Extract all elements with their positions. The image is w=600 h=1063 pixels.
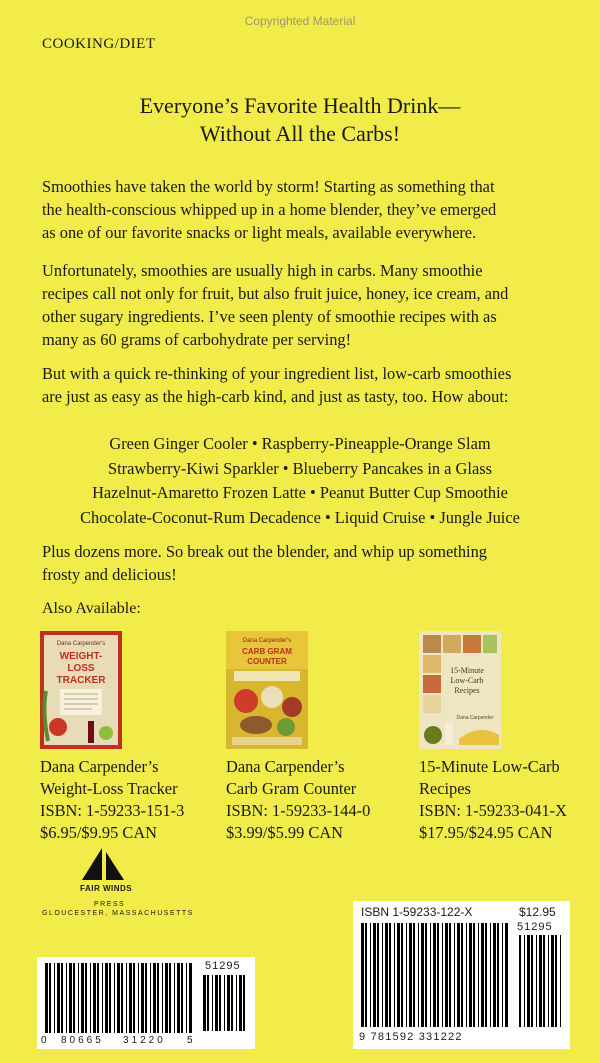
book-title-line: Dana Carpender’s — [40, 757, 159, 776]
book-price: $3.99/$5.99 CAN — [226, 823, 344, 842]
barcode-isbn: ISBN 1-59233-122-X — [361, 905, 473, 919]
text-line: other sugary ingredients. I’ve seen plenty of smoothie recipes with as — [42, 307, 497, 326]
svg-text:Recipes: Recipes — [454, 686, 480, 695]
barcode-digit: 31220 — [123, 1035, 166, 1046]
book-title-line: Dana Carpender’s — [226, 757, 345, 776]
svg-text:LOSS: LOSS — [67, 663, 95, 674]
svg-text:15-Minute: 15-Minute — [450, 666, 484, 675]
barcode-addon-bars — [517, 935, 565, 1027]
svg-text:CARB GRAM: CARB GRAM — [242, 647, 292, 656]
category-label: COOKING/DIET — [42, 36, 156, 52]
publisher-city: GLOUCESTER, MASSACHUSETTS — [42, 910, 194, 917]
headline-line: Without All the Carbs! — [199, 121, 401, 146]
book-cover-carb-gram-counter — [226, 631, 308, 749]
book-title-line: Recipes — [419, 779, 471, 798]
book-title-line: 15-Minute Low-Carb — [419, 757, 560, 776]
svg-text:WEIGHT-: WEIGHT- — [59, 651, 103, 662]
barcode-digit: 5 — [187, 1035, 193, 1046]
text-line: the health-conscious whipped up in a home blender, they’ve emerged — [42, 200, 497, 219]
paragraph-intro — [42, 175, 577, 244]
book-price: $17.95/$24.95 CAN — [419, 823, 553, 842]
sailboat-icon — [62, 846, 182, 882]
svg-text:TRACKER: TRACKER — [56, 675, 106, 686]
paragraph-carbs — [42, 259, 577, 351]
barcode-bars — [359, 923, 511, 1027]
paragraph-closing — [42, 540, 577, 586]
barcode-addon-number: 51295 — [517, 921, 553, 933]
svg-text:Dana Carpender: Dana Carpender — [456, 715, 494, 721]
book-title-line: Weight-Loss Tracker — [40, 779, 178, 798]
barcode-digit: 0 — [41, 1035, 47, 1046]
book-info-carb-gram-counter — [226, 756, 406, 844]
book-isbn: ISBN: 1-59233-041-X — [419, 801, 567, 820]
upc-barcode — [37, 957, 255, 1049]
book-cover-15-minute-recipes — [419, 631, 501, 749]
book-isbn: ISBN: 1-59233-151-3 — [40, 801, 185, 820]
barcode-price: $12.95 — [519, 905, 556, 919]
text-line: as one of our favorite snacks or light meals, available everywhere. — [42, 223, 477, 242]
text-line: But with a quick re-thinking of your ingredient list, low-carb smoothies — [42, 364, 512, 383]
book-info-15-minute-recipes — [419, 756, 599, 844]
text-line: Plus dozens more. So break out the blender, and whip up something — [42, 542, 488, 561]
book-isbn: ISBN: 1-59233-144-0 — [226, 801, 371, 820]
recipe-line: Strawberry-Kiwi Sparkler • Blueberry Pancakes in a Glass — [108, 458, 492, 478]
headline — [0, 92, 600, 148]
svg-text:Low-Carb: Low-Carb — [450, 676, 484, 685]
paragraph-lowcarb — [42, 362, 577, 408]
text-line: many as 60 grams of carbohydrate per serving! — [42, 330, 352, 349]
book-title-line: Carb Gram Counter — [226, 779, 357, 798]
isbn-barcode — [353, 901, 570, 1049]
text-line: frosty and delicious! — [42, 565, 177, 584]
barcode-addon-number: 51295 — [205, 960, 241, 972]
recipe-line: Green Ginger Cooler • Raspberry-Pineapple-Orange Slam — [109, 434, 491, 453]
book-info-weight-loss-tracker — [40, 756, 220, 844]
text-line: are just as easy as the high-carb kind, and just as tasty, too. How about: — [42, 387, 509, 406]
barcode-digit: 80665 — [61, 1035, 104, 1046]
book-price: $6.95/$9.95 CAN — [40, 823, 158, 842]
barcode-addon-bars — [201, 975, 249, 1031]
text-line: recipes call not only for fruit, but also fruit juice, honey, ice cream, and — [42, 284, 509, 303]
svg-text:COUNTER: COUNTER — [247, 657, 287, 666]
watermark: Copyrighted Material — [244, 14, 356, 28]
svg-text:Dana Carpender's: Dana Carpender's — [242, 638, 292, 644]
recipe-list — [0, 432, 600, 530]
publisher-imprint: PRESS — [94, 901, 126, 908]
barcode-digits: 9 781592 331222 — [359, 1031, 463, 1043]
recipe-line: Hazelnut-Amaretto Frozen Latte • Peanut Butter Cup Smoothie — [92, 483, 508, 502]
recipe-line: Chocolate-Coconut-Rum Decadence • Liquid Cruise • Jungle Juice — [80, 507, 520, 527]
book-cover-weight-loss-tracker — [40, 631, 122, 749]
publisher-logo — [40, 846, 240, 917]
barcode-bars — [43, 963, 193, 1033]
text-line: Smoothies have taken the world by storm! Starting as something that — [42, 177, 495, 196]
svg-text:Dana Carpender's: Dana Carpender's — [56, 641, 106, 647]
headline-line: Everyone’s Favorite Health Drink— — [139, 93, 461, 118]
also-available-label: Also Available: — [42, 600, 141, 617]
text-line: Unfortunately, smoothies are usually high in carbs. Many smoothie — [42, 261, 483, 280]
publisher-name: FAIR WINDS — [80, 884, 133, 893]
